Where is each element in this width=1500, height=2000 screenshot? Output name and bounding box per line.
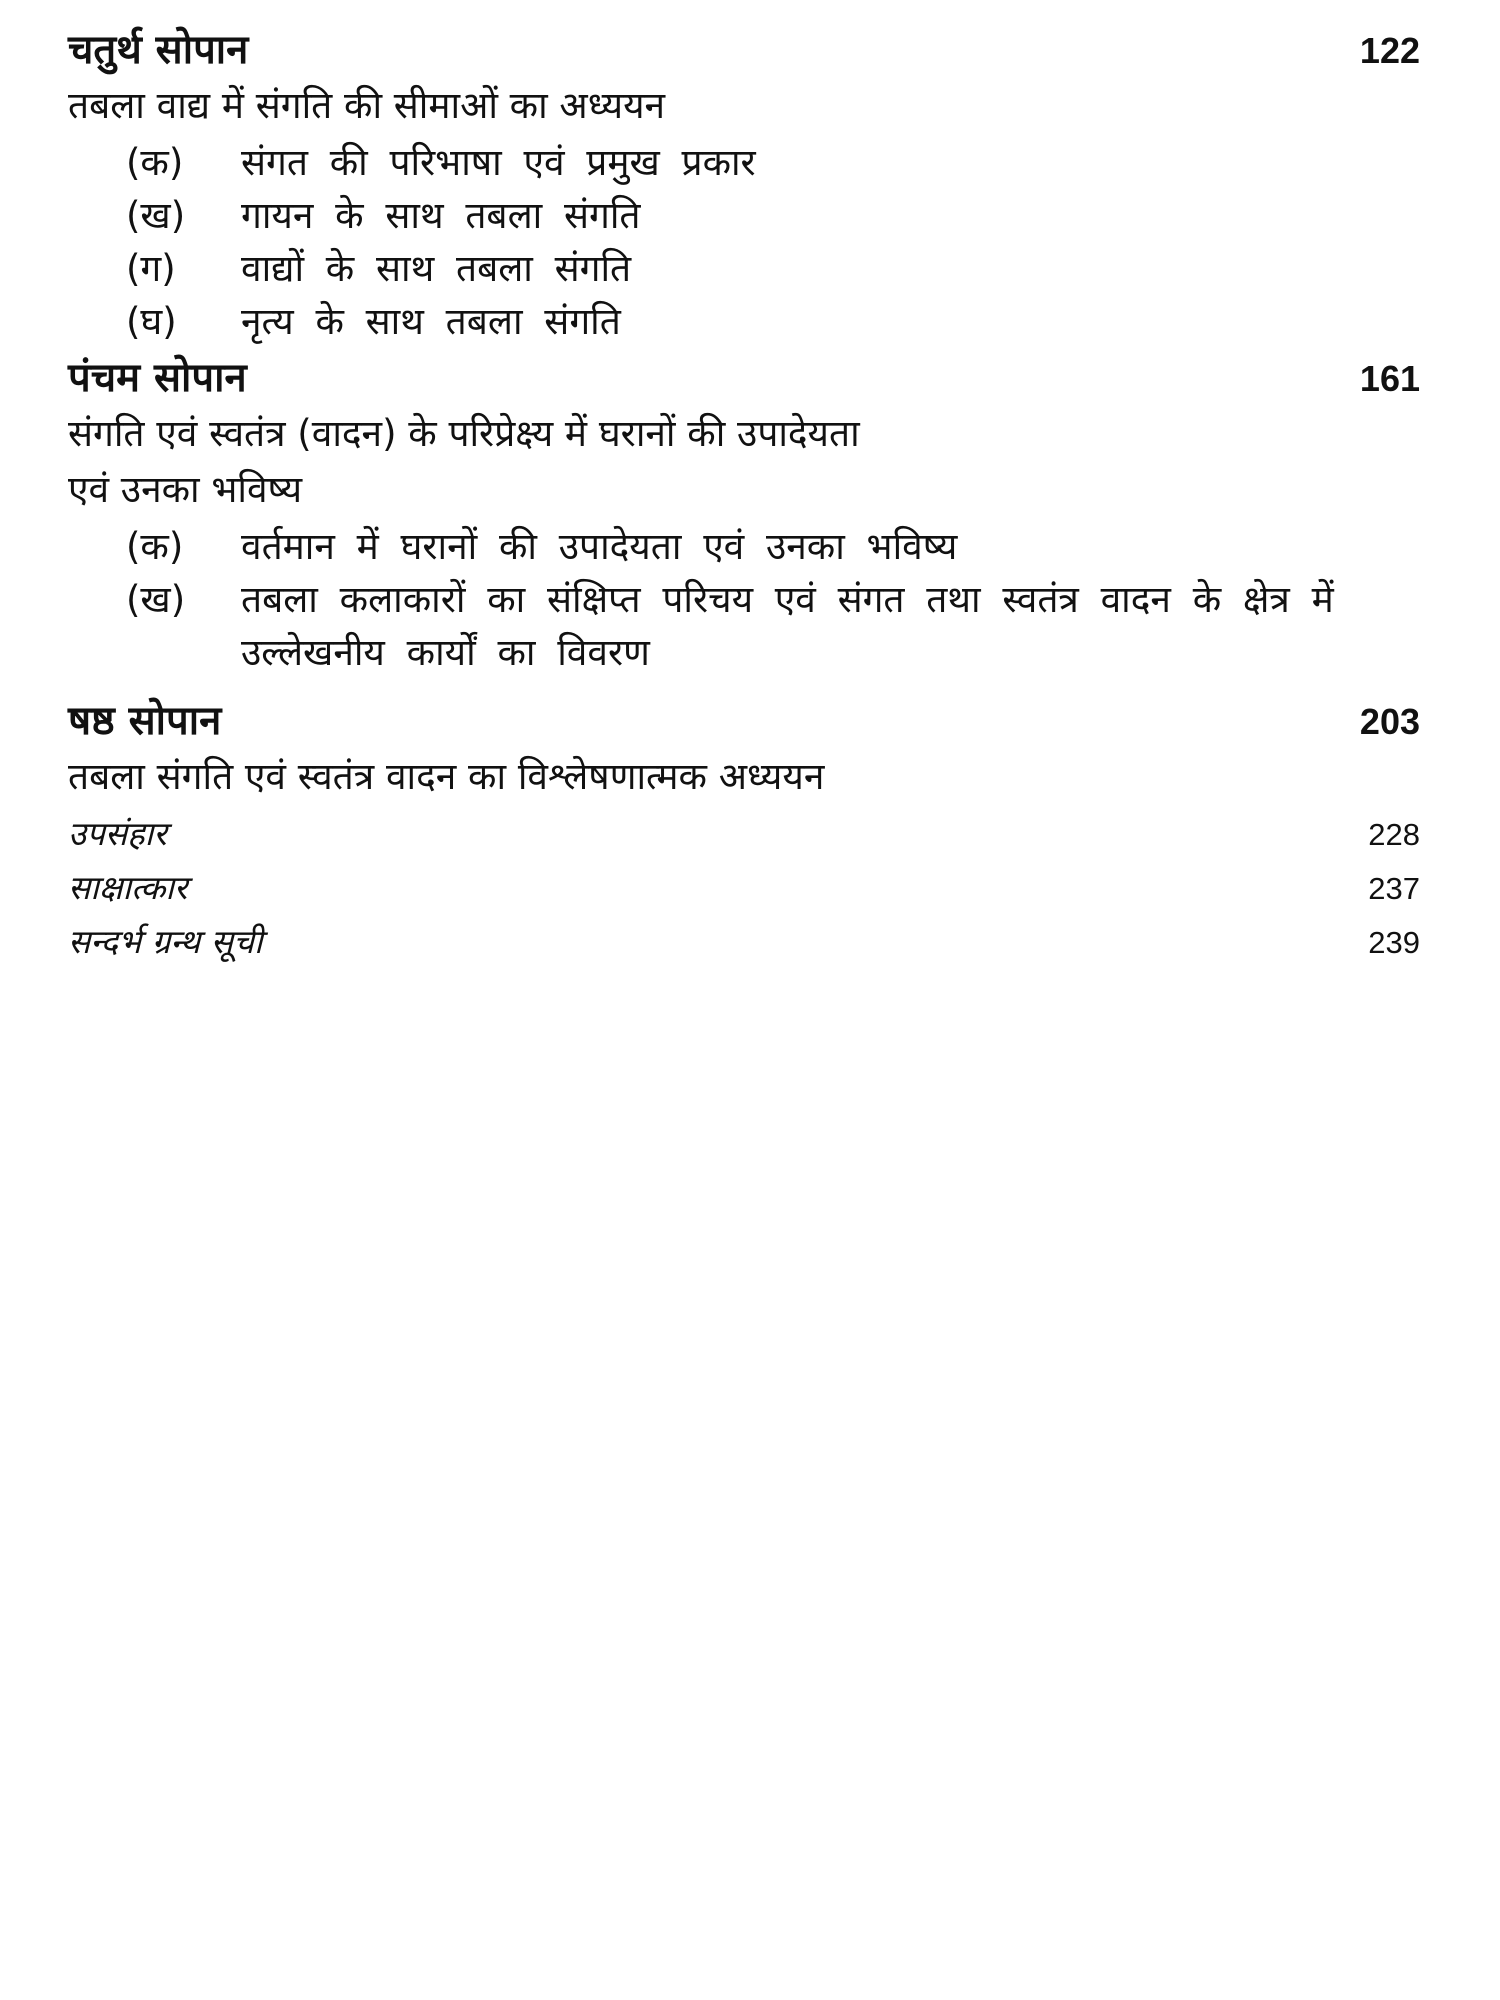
table-of-contents xyxy=(68,20,1420,969)
item-marker: (क) xyxy=(126,525,184,568)
item-marker: (ग) xyxy=(126,247,176,290)
list-item xyxy=(68,295,1420,348)
toc-entry-bibliography xyxy=(68,915,1420,969)
item-text: गायन के साथ तबला संगति xyxy=(241,194,641,237)
section-title: चतुर्थ सोपान xyxy=(68,27,249,73)
list-item xyxy=(68,136,1420,189)
item-marker: (क) xyxy=(126,141,184,184)
item-marker: (घ) xyxy=(126,300,177,343)
page-number: 122 xyxy=(1359,30,1420,71)
section-heading-6 xyxy=(68,691,1420,751)
toc-entry-conclusion xyxy=(68,807,1420,861)
section-subtitle: तबला वाद्य में संगति की सीमाओं का अध्ययन xyxy=(68,84,666,127)
section-subtitle-line-2: एवं उनका भविष्य xyxy=(68,468,303,511)
page-number: 228 xyxy=(1368,817,1420,852)
item-text: संगत की परिभाषा एवं प्रमुख प्रकार xyxy=(241,141,756,184)
toc-entry-interviews xyxy=(68,861,1420,915)
item-text: नृत्य के साथ तबला संगति xyxy=(241,300,621,343)
section-heading-5 xyxy=(68,348,1420,408)
entry-title: साक्षात्कार xyxy=(68,868,188,907)
page-number: 237 xyxy=(1368,871,1420,906)
item-text: वाद्यों के साथ तबला संगति xyxy=(241,247,632,290)
page-number: 203 xyxy=(1359,701,1420,742)
item-marker: (ख) xyxy=(126,578,186,621)
entry-title: सन्दर्भ ग्रन्थ सूची xyxy=(68,922,263,961)
section-subtitle: तबला संगति एवं स्वतंत्र वादन का विश्लेषणात्मक अध्ययन xyxy=(68,755,825,798)
section-heading-4 xyxy=(68,20,1420,80)
item-text: तबला कलाकारों का संक्षिप्त परिचय एवं संगत तथा स्वतंत्र वादन के क्षेत्र में उल्लेखनीय कार्यों का विवरण xyxy=(241,578,1334,674)
item-text: वर्तमान में घरानों की उपादेयता एवं उनका भविष्य xyxy=(241,525,958,568)
list-item xyxy=(68,189,1420,242)
section-title: षष्ठ सोपान xyxy=(68,698,222,744)
list-item xyxy=(68,242,1420,295)
section-subtitle-line-1: संगति एवं स्वतंत्र (वादन) के परिप्रेक्ष्य में घरानों की उपादेयता xyxy=(68,412,860,455)
item-marker: (ख) xyxy=(126,194,186,237)
section-title: पंचम सोपान xyxy=(68,355,247,401)
entry-title: उपसंहार xyxy=(68,814,167,853)
list-item xyxy=(68,573,1420,679)
page-number: 239 xyxy=(1368,925,1420,960)
list-item xyxy=(68,520,1420,573)
page-number: 161 xyxy=(1359,358,1420,399)
